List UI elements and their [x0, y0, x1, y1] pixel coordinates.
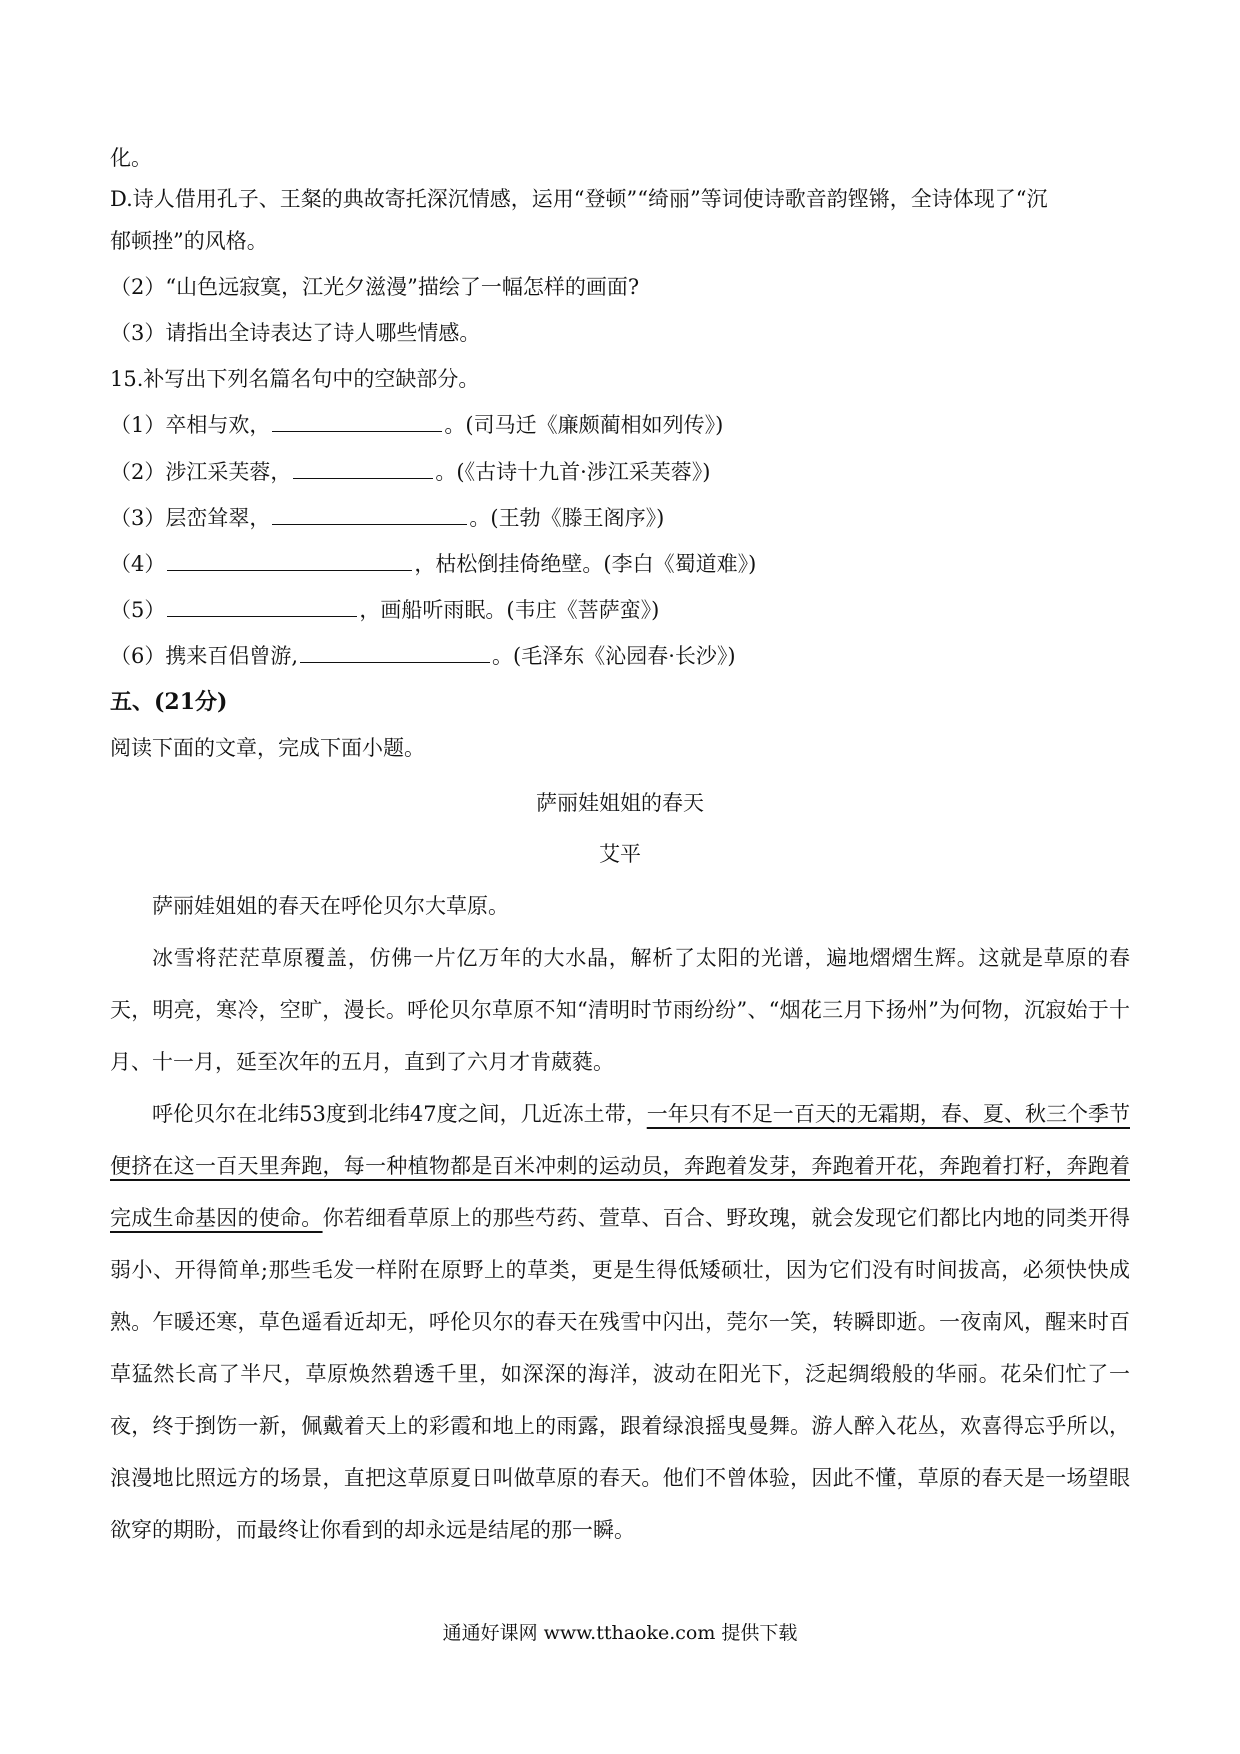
option-d-line1: D.诗人借用孔子、王粲的典故寄托深沉情感，运用“登顿”“绮丽”等词使诗歌音韵铿锵，全诗体现了“沉: [110, 187, 1048, 211]
fill-item-suffix: ，画船听雨眠。(韦庄《菩萨蛮》): [359, 598, 660, 622]
fill-item-prefix: （5）: [110, 598, 166, 622]
question-15-title: 15.补写出下列名篇名句中的空缺部分。: [110, 367, 480, 391]
answer-blank: [167, 596, 357, 617]
paragraph-text: 你若细看草原上的那些芍药、萱草、百合、野玫瑰，就会发现它们都比内地的同类开得弱小、开得简单;那些毛发一样附在原野上的草类，更是生得低矮硕壮，因为它们没有时间拔高，必须快快成熟。乍暖还寒，草色遥看近却无，呼伦贝尔的春天在残雪中闪出，莞尔一笑，转瞬即逝。一夜南风，醒来时百草猛然长高了半尺，草原焕然碧透千里，如深深的海洋，波动在阳光下，泛起绸缎般的华丽。花朵们忙了一夜，终于捯饬一新，佩戴着天上的彩霞和地上的雨露，跟着绿浪摇曳曼舞。游人醉入花丛，欢喜得忘乎所以，浪漫地比照远方的场景，直把这草原夏日叫做草原的春天。他们不曾体验，因此不懂，草原的春天是一场望眼欲穿的期盼，而最终让你看到的却永远是结尾的那一瞬。: [110, 1206, 1131, 1542]
article-paragraph-1: 萨丽娃姐姐的春天在呼伦贝尔大草原。: [152, 894, 509, 918]
answer-blank: [300, 642, 490, 663]
fill-item-prefix: （3）层峦耸翠，: [110, 506, 271, 530]
fill-item-suffix: 。(司马迁《廉颇蔺相如列传》): [444, 413, 724, 437]
paragraph-text: 呼伦贝尔在北纬53度到北纬47度之间，几近冻土带，: [152, 1102, 647, 1126]
answer-blank: [272, 504, 467, 525]
question-3: （3）请指出全诗表达了诗人哪些情感。: [110, 321, 481, 345]
fill-item-1: [110, 410, 1130, 440]
fill-item-prefix: （2）涉江采芙蓉，: [110, 460, 292, 484]
fill-item-suffix: 。(毛泽东《沁园春·长沙》): [492, 644, 736, 668]
article-title: 萨丽娃姐姐的春天: [536, 791, 704, 815]
fill-item-3: [110, 503, 1130, 533]
fill-item-2: [110, 457, 1130, 487]
question-2: （2）“山色远寂寞，江光夕滋漫”描绘了一幅怎样的画面?: [110, 275, 640, 299]
fill-item-6: [110, 641, 1130, 671]
answer-blank: [167, 550, 412, 571]
underlined-sentence: 一年只有不足一百天的无霜期，春、夏、秋三个季节便挤在这一百天里奔跑，每一种植物都是百米冲刺的运动员，奔跑着发芽，奔跑着开花，奔跑着打籽，奔跑着完成生命基因的使命。: [110, 1102, 1130, 1230]
option-c-tail: 化。: [110, 146, 152, 170]
fill-item-prefix: （4）: [110, 552, 166, 576]
fill-item-4: [110, 549, 1130, 579]
article-paragraph-3: [110, 1088, 1130, 1556]
fill-item-prefix: （1）卒相与欢，: [110, 413, 271, 437]
reading-instruction: 阅读下面的文章，完成下面小题。: [110, 736, 425, 760]
article-paragraph-2: 冰雪将茫茫草原覆盖，仿佛一片亿万年的大水晶，解析了太阳的光谱，遍地熠熠生辉。这就是草原的春天，明亮，寒冷，空旷，漫长。呼伦贝尔草原不知“清明时节雨纷纷”、“烟花三月下扬州”为何物，沉寂始于十月、十一月，延至次年的五月，直到了六月才肯葳蕤。: [110, 946, 1130, 1074]
fill-item-prefix: （6）携来百侣曾游,: [110, 644, 299, 668]
option-d-line2: 郁顿挫”的风格。: [110, 229, 268, 253]
fill-item-suffix: 。(《古诗十九首·涉江采芙蓉》): [435, 460, 711, 484]
answer-blank: [272, 411, 442, 432]
fill-item-suffix: ，枯松倒挂倚绝壁。(李白《蜀道难》): [414, 552, 757, 576]
fill-item-suffix: 。(王勃《滕王阁序》): [469, 506, 665, 530]
page-footer: 通通好课网 www.tthaoke.com 提供下载: [442, 1622, 798, 1644]
fill-item-5: [110, 595, 1130, 625]
answer-blank: [293, 458, 433, 479]
section-5-title: 五、(21分): [110, 689, 228, 715]
article-author: 艾平: [599, 842, 641, 866]
